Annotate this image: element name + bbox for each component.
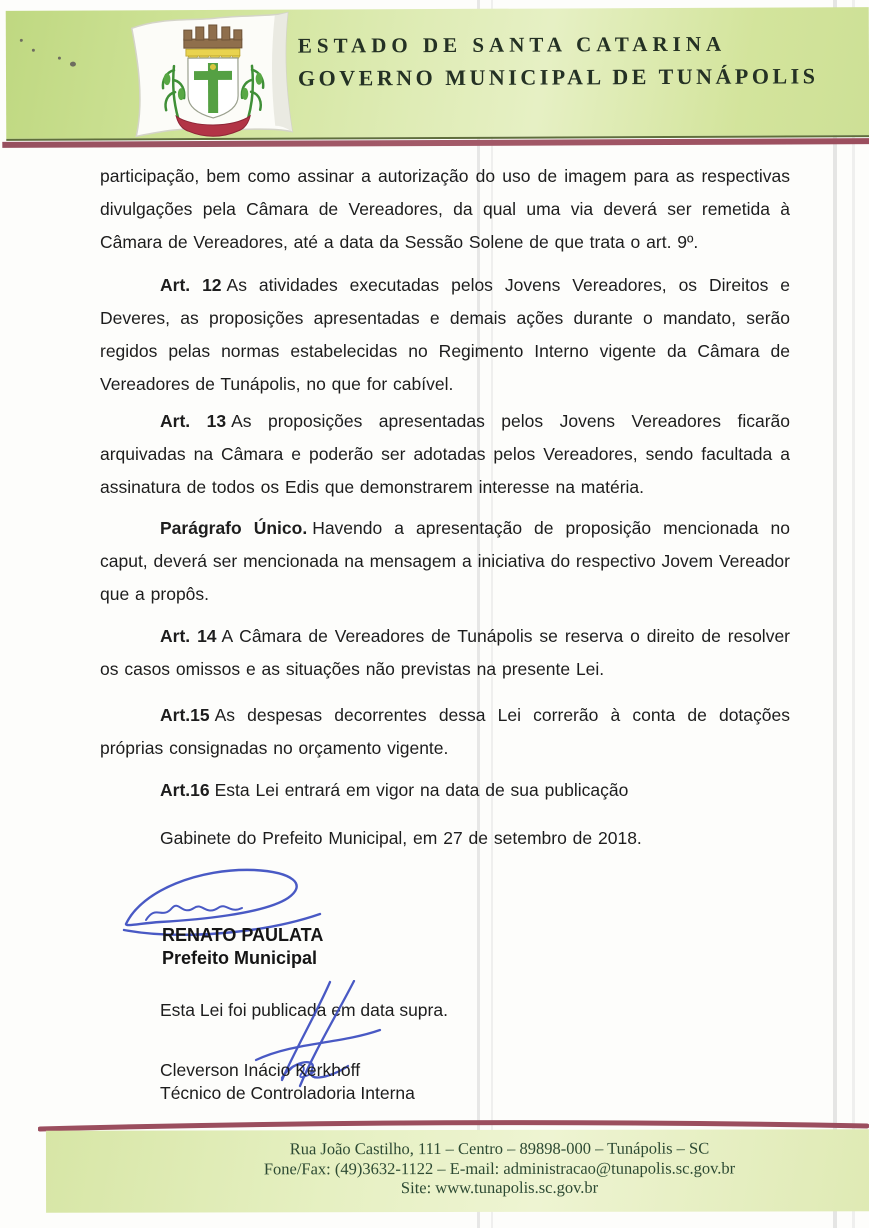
signatory-name: Cleverson Inácio Kerkhoff xyxy=(160,1060,361,1080)
paragraph-article-15 xyxy=(100,699,790,765)
article-number: Art. 13 xyxy=(160,411,227,431)
paragraph-article-14 xyxy=(100,620,790,686)
publication-note: Esta Lei foi publicada em data supra. xyxy=(160,1000,448,1020)
scan-speck xyxy=(20,39,23,42)
controller-signature-block xyxy=(160,1059,415,1105)
footer-phone-email: Fone/Fax: (49)3632-1122 – E-mail: administracao@tunapolis.sc.gov.br xyxy=(263,1158,736,1178)
scan-artifact-line xyxy=(833,0,837,1228)
article-number: Art. 12 xyxy=(160,275,222,295)
mayor-signature-block xyxy=(162,924,323,970)
paragraph-paragrafo-unico xyxy=(100,512,790,611)
article-number: Art. 14 xyxy=(160,626,217,646)
signatory-name: RENATO PAULATA xyxy=(162,925,324,945)
scan-speck xyxy=(58,57,61,60)
paragraph-text: Esta Lei entrará em vigor na data de sua publicação xyxy=(214,780,629,800)
letterhead-titles xyxy=(298,31,819,91)
letterhead-banner xyxy=(6,7,869,141)
municipal-flag-coat-of-arms-icon xyxy=(122,6,313,141)
paragraph-article-12 xyxy=(100,269,790,401)
paragraph-gabinete xyxy=(100,822,790,855)
footer-website: Site: www.tunapolis.sc.gov.br xyxy=(400,1177,599,1198)
paragraph-text: Gabinete do Prefeito Municipal, em 27 de setembro de 2018. xyxy=(160,828,642,848)
paragraph-text: participação, bem como assinar a autorização do uso de imagem para as respectivas divulgações pela Câmara de Vereadores, da qual uma via deverá ser remetida à Câmara de Vereadores, até a data da Sessão Solene de que trata o art. 9º. xyxy=(100,166,790,252)
state-title: ESTADO DE SANTA CATARINA xyxy=(297,31,727,58)
scan-artifact-line xyxy=(852,0,855,1228)
scan-speck xyxy=(32,49,35,52)
paragraph-text: As atividades executadas pelos Jovens Vereadores, os Direitos e Deveres, as proposições apresentadas e demais ações durante o mandato, serão regidos pelas normas estabelecidas no Regimento Interno vigente da Câmara de Vereadores de Tunápolis, no que for cabível. xyxy=(100,275,790,394)
article-number: Art.16 xyxy=(160,780,210,800)
footer-banner xyxy=(46,1129,869,1212)
government-title: GOVERNO MUNICIPAL DE TUNÁPOLIS xyxy=(297,63,819,91)
paragraph-continuation xyxy=(100,160,790,259)
paragraph-article-16 xyxy=(100,774,790,807)
paragraph-text: As despesas decorrentes dessa Lei correrão à conta de dotações próprias consignadas no orçamento vigente. xyxy=(100,705,790,758)
article-number: Art.15 xyxy=(160,705,210,725)
article-number: Parágrafo Único. xyxy=(160,518,308,538)
footer-address: Rua João Castilho, 111 – Centro – 89898-000 – Tunápolis – SC xyxy=(289,1138,710,1159)
signatory-role: Técnico de Controladoria Interna xyxy=(160,1083,415,1103)
paragraph-text: As proposições apresentadas pelos Jovens Vereadores ficarão arquivadas na Câmara e poderão ser adotadas pelos Vereadores, sendo facultada a assinatura de todos os Edis que demonstrarem interesse na matéria. xyxy=(100,411,791,497)
paragraph-article-13 xyxy=(100,405,790,504)
paragraph-text: A Câmara de Vereadores de Tunápolis se reserva o direito de resolver os casos omissos e as situações não previstas na presente Lei. xyxy=(100,626,790,679)
signatory-role: Prefeito Municipal xyxy=(162,948,318,968)
scan-speck xyxy=(70,62,76,67)
paragraph-text: Havendo a apresentação de proposição mencionada no caput, deverá ser mencionada na mensagem a iniciativa do respectivo Jovem Vereador que a propôs. xyxy=(100,518,790,604)
footer-contact-info xyxy=(46,1129,869,1198)
